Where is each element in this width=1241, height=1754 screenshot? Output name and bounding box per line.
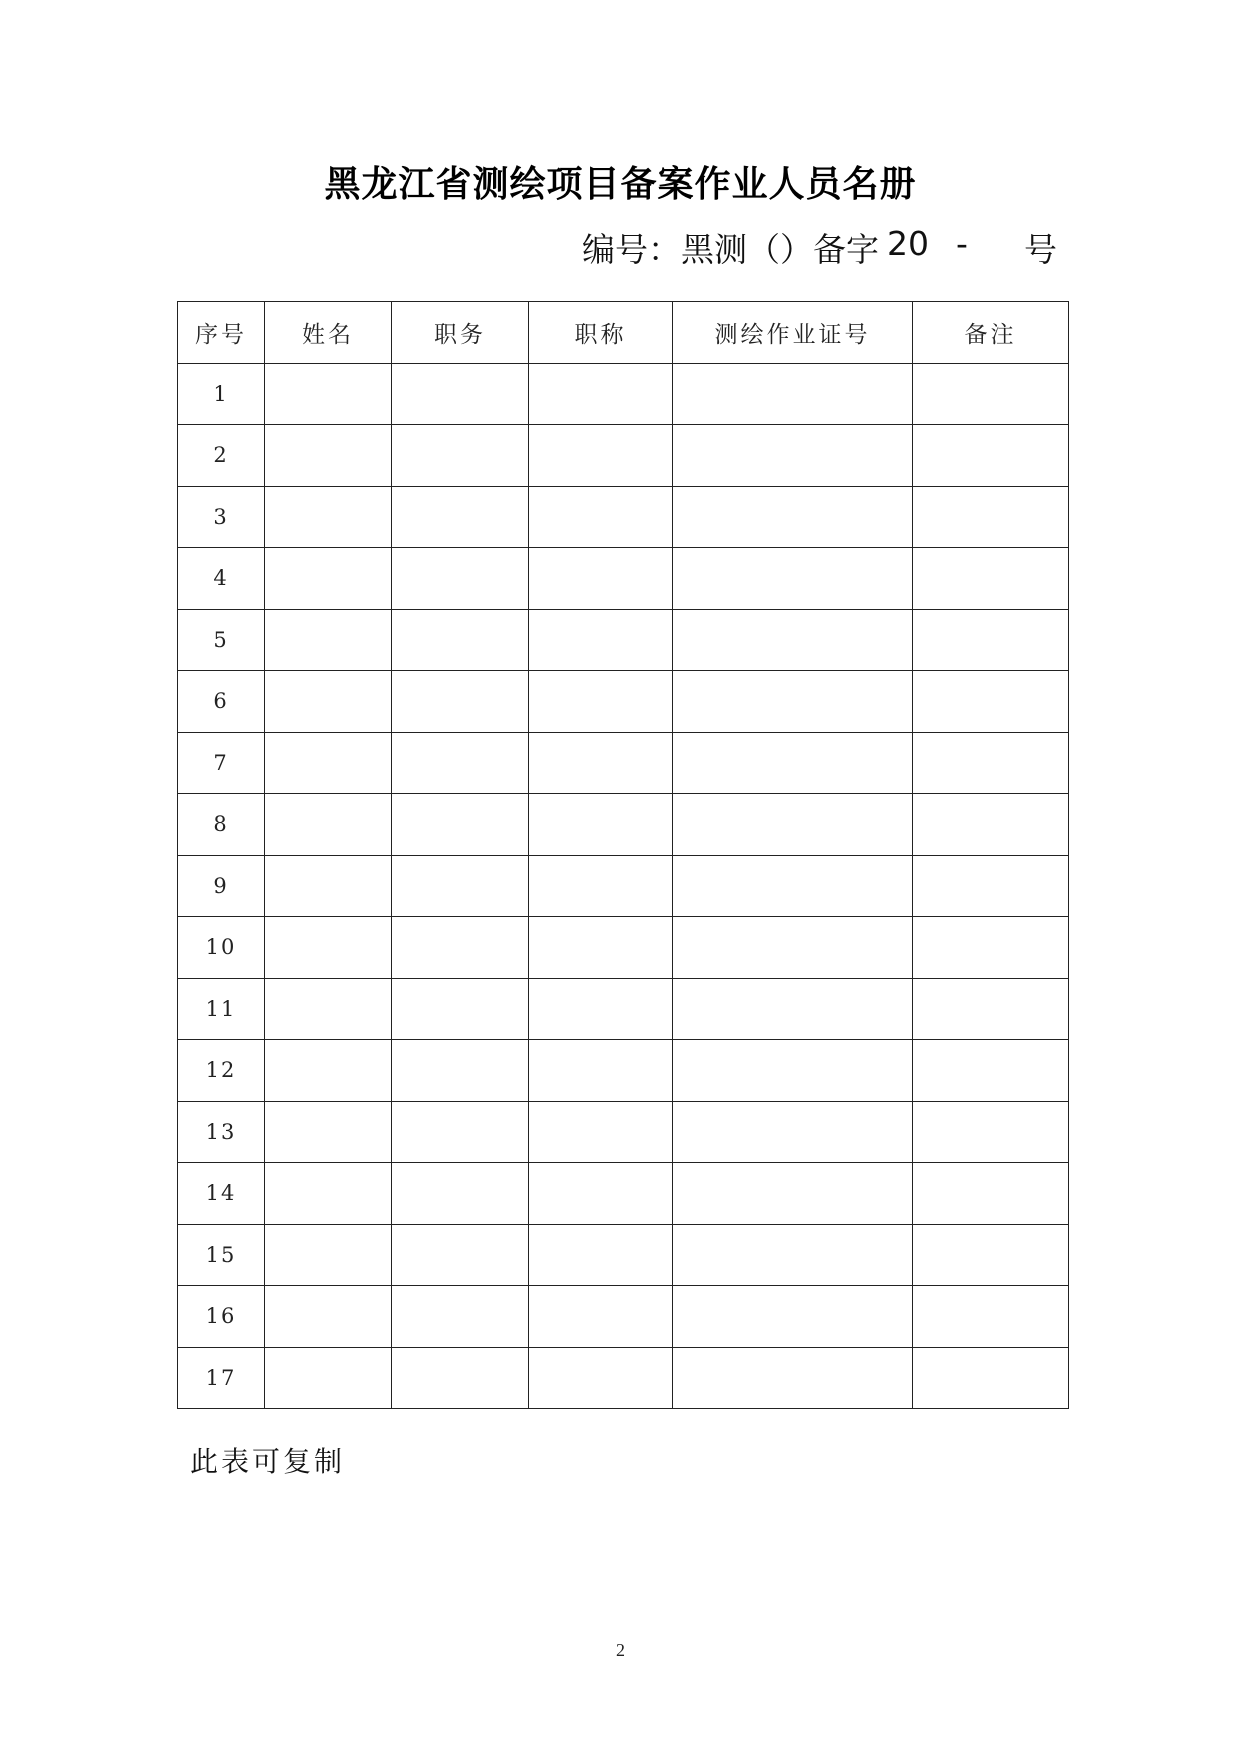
cell-name[interactable]	[265, 1040, 392, 1102]
cell-title[interactable]	[529, 425, 673, 487]
cell-certificate[interactable]	[673, 363, 913, 425]
cell-certificate[interactable]	[673, 486, 913, 548]
document-number-suffix: 号	[1024, 230, 1057, 269]
cell-name[interactable]	[265, 486, 392, 548]
cell-title[interactable]	[529, 732, 673, 794]
cell-position[interactable]	[392, 1040, 529, 1102]
cell-name[interactable]	[265, 363, 392, 425]
cell-certificate[interactable]	[673, 732, 913, 794]
cell-title[interactable]	[529, 1163, 673, 1225]
cell-certificate[interactable]	[673, 1224, 913, 1286]
cell-name[interactable]	[265, 917, 392, 979]
cell-certificate[interactable]	[673, 917, 913, 979]
cell-number: 2	[178, 425, 265, 487]
cell-remark[interactable]	[913, 732, 1069, 794]
cell-number: 5	[178, 609, 265, 671]
table-row	[178, 671, 1069, 733]
cell-remark[interactable]	[913, 1101, 1069, 1163]
cell-position[interactable]	[392, 855, 529, 917]
cell-remark[interactable]	[913, 978, 1069, 1040]
table-row	[178, 1163, 1069, 1225]
cell-position[interactable]	[392, 1101, 529, 1163]
cell-name[interactable]	[265, 548, 392, 610]
cell-number: 16	[178, 1286, 265, 1348]
cell-certificate[interactable]	[673, 1286, 913, 1348]
cell-remark[interactable]	[913, 1347, 1069, 1409]
column-header-position: 职务	[392, 302, 529, 364]
cell-name[interactable]	[265, 671, 392, 733]
cell-remark[interactable]	[913, 609, 1069, 671]
cell-number: 3	[178, 486, 265, 548]
table-row	[178, 1224, 1069, 1286]
cell-position[interactable]	[392, 609, 529, 671]
table-row	[178, 855, 1069, 917]
table-row	[178, 917, 1069, 979]
cell-position[interactable]	[392, 671, 529, 733]
column-header-remark: 备注	[913, 302, 1069, 364]
cell-position[interactable]	[392, 548, 529, 610]
table-row	[178, 978, 1069, 1040]
cell-title[interactable]	[529, 609, 673, 671]
document-number-year: 20	[887, 224, 929, 263]
table-row	[178, 425, 1069, 487]
cell-position[interactable]	[392, 917, 529, 979]
cell-number: 9	[178, 855, 265, 917]
cell-remark[interactable]	[913, 855, 1069, 917]
cell-position[interactable]	[392, 1347, 529, 1409]
cell-position[interactable]	[392, 1163, 529, 1225]
table-row	[178, 548, 1069, 610]
cell-name[interactable]	[265, 978, 392, 1040]
cell-title[interactable]	[529, 1040, 673, 1102]
cell-remark[interactable]	[913, 486, 1069, 548]
table-row	[178, 794, 1069, 856]
cell-remark[interactable]	[913, 363, 1069, 425]
document-title: 黑龙江省测绘项目备案作业人员名册	[324, 164, 917, 205]
table-row	[178, 1347, 1069, 1409]
column-header-certificate: 测绘作业证号	[673, 302, 913, 364]
table-row	[178, 732, 1069, 794]
cell-title[interactable]	[529, 671, 673, 733]
cell-title[interactable]	[529, 363, 673, 425]
cell-position[interactable]	[392, 425, 529, 487]
cell-number: 1	[178, 363, 265, 425]
cell-remark[interactable]	[913, 1286, 1069, 1348]
cell-position[interactable]	[392, 978, 529, 1040]
cell-number: 13	[178, 1101, 265, 1163]
cell-number: 4	[178, 548, 265, 610]
column-header-title: 职称	[529, 302, 673, 364]
cell-certificate[interactable]	[673, 425, 913, 487]
cell-name[interactable]	[265, 794, 392, 856]
cell-remark[interactable]	[913, 917, 1069, 979]
column-header-name: 姓名	[265, 302, 392, 364]
cell-number: 8	[178, 794, 265, 856]
cell-title[interactable]	[529, 1286, 673, 1348]
cell-position[interactable]	[392, 732, 529, 794]
cell-certificate[interactable]	[673, 671, 913, 733]
cell-remark[interactable]	[913, 794, 1069, 856]
cell-title[interactable]	[529, 486, 673, 548]
table-header-row	[178, 302, 1069, 364]
cell-number: 15	[178, 1224, 265, 1286]
cell-certificate[interactable]	[673, 978, 913, 1040]
cell-remark[interactable]	[913, 1040, 1069, 1102]
cell-certificate[interactable]	[673, 794, 913, 856]
cell-certificate[interactable]	[673, 609, 913, 671]
cell-number: 17	[178, 1347, 265, 1409]
cell-name[interactable]	[265, 855, 392, 917]
cell-remark[interactable]	[913, 1163, 1069, 1225]
cell-number: 11	[178, 978, 265, 1040]
column-header-number: 序号	[178, 302, 265, 364]
document-number-prefix: 编号：黑测（）备字	[582, 230, 879, 269]
cell-certificate[interactable]	[673, 548, 913, 610]
cell-title[interactable]	[529, 978, 673, 1040]
cell-number: 12	[178, 1040, 265, 1102]
document-number-line	[0, 224, 1241, 274]
cell-name[interactable]	[265, 732, 392, 794]
cell-certificate[interactable]	[673, 1347, 913, 1409]
cell-number: 6	[178, 671, 265, 733]
table-row	[178, 609, 1069, 671]
cell-title[interactable]	[529, 1224, 673, 1286]
cell-certificate[interactable]	[673, 1163, 913, 1225]
page-number: 2	[616, 1640, 625, 1660]
cell-title[interactable]	[529, 1101, 673, 1163]
cell-number: 10	[178, 917, 265, 979]
cell-remark[interactable]	[913, 1224, 1069, 1286]
cell-name[interactable]	[265, 1163, 392, 1225]
personnel-roster-table	[177, 301, 1069, 1409]
cell-remark[interactable]	[913, 671, 1069, 733]
cell-certificate[interactable]	[673, 1040, 913, 1102]
cell-position[interactable]	[392, 363, 529, 425]
footnote: 此表可复制	[190, 1445, 346, 1478]
cell-name[interactable]	[265, 1347, 392, 1409]
cell-remark[interactable]	[913, 548, 1069, 610]
cell-title[interactable]	[529, 1347, 673, 1409]
cell-position[interactable]	[392, 794, 529, 856]
document-number-dash: -	[956, 224, 968, 263]
table-row	[178, 363, 1069, 425]
cell-position[interactable]	[392, 486, 529, 548]
cell-position[interactable]	[392, 1286, 529, 1348]
table-body	[178, 363, 1069, 1409]
cell-name[interactable]	[265, 1286, 392, 1348]
cell-number: 14	[178, 1163, 265, 1225]
table-row	[178, 1101, 1069, 1163]
table-row	[178, 486, 1069, 548]
table-row	[178, 1040, 1069, 1102]
cell-number: 7	[178, 732, 265, 794]
cell-certificate[interactable]	[673, 1101, 913, 1163]
cell-name[interactable]	[265, 1101, 392, 1163]
cell-name[interactable]	[265, 425, 392, 487]
cell-title[interactable]	[529, 917, 673, 979]
cell-title[interactable]	[529, 855, 673, 917]
cell-title[interactable]	[529, 794, 673, 856]
cell-remark[interactable]	[913, 425, 1069, 487]
cell-name[interactable]	[265, 1224, 392, 1286]
cell-position[interactable]	[392, 1224, 529, 1286]
table-row	[178, 1286, 1069, 1348]
cell-title[interactable]	[529, 548, 673, 610]
cell-certificate[interactable]	[673, 855, 913, 917]
cell-name[interactable]	[265, 609, 392, 671]
